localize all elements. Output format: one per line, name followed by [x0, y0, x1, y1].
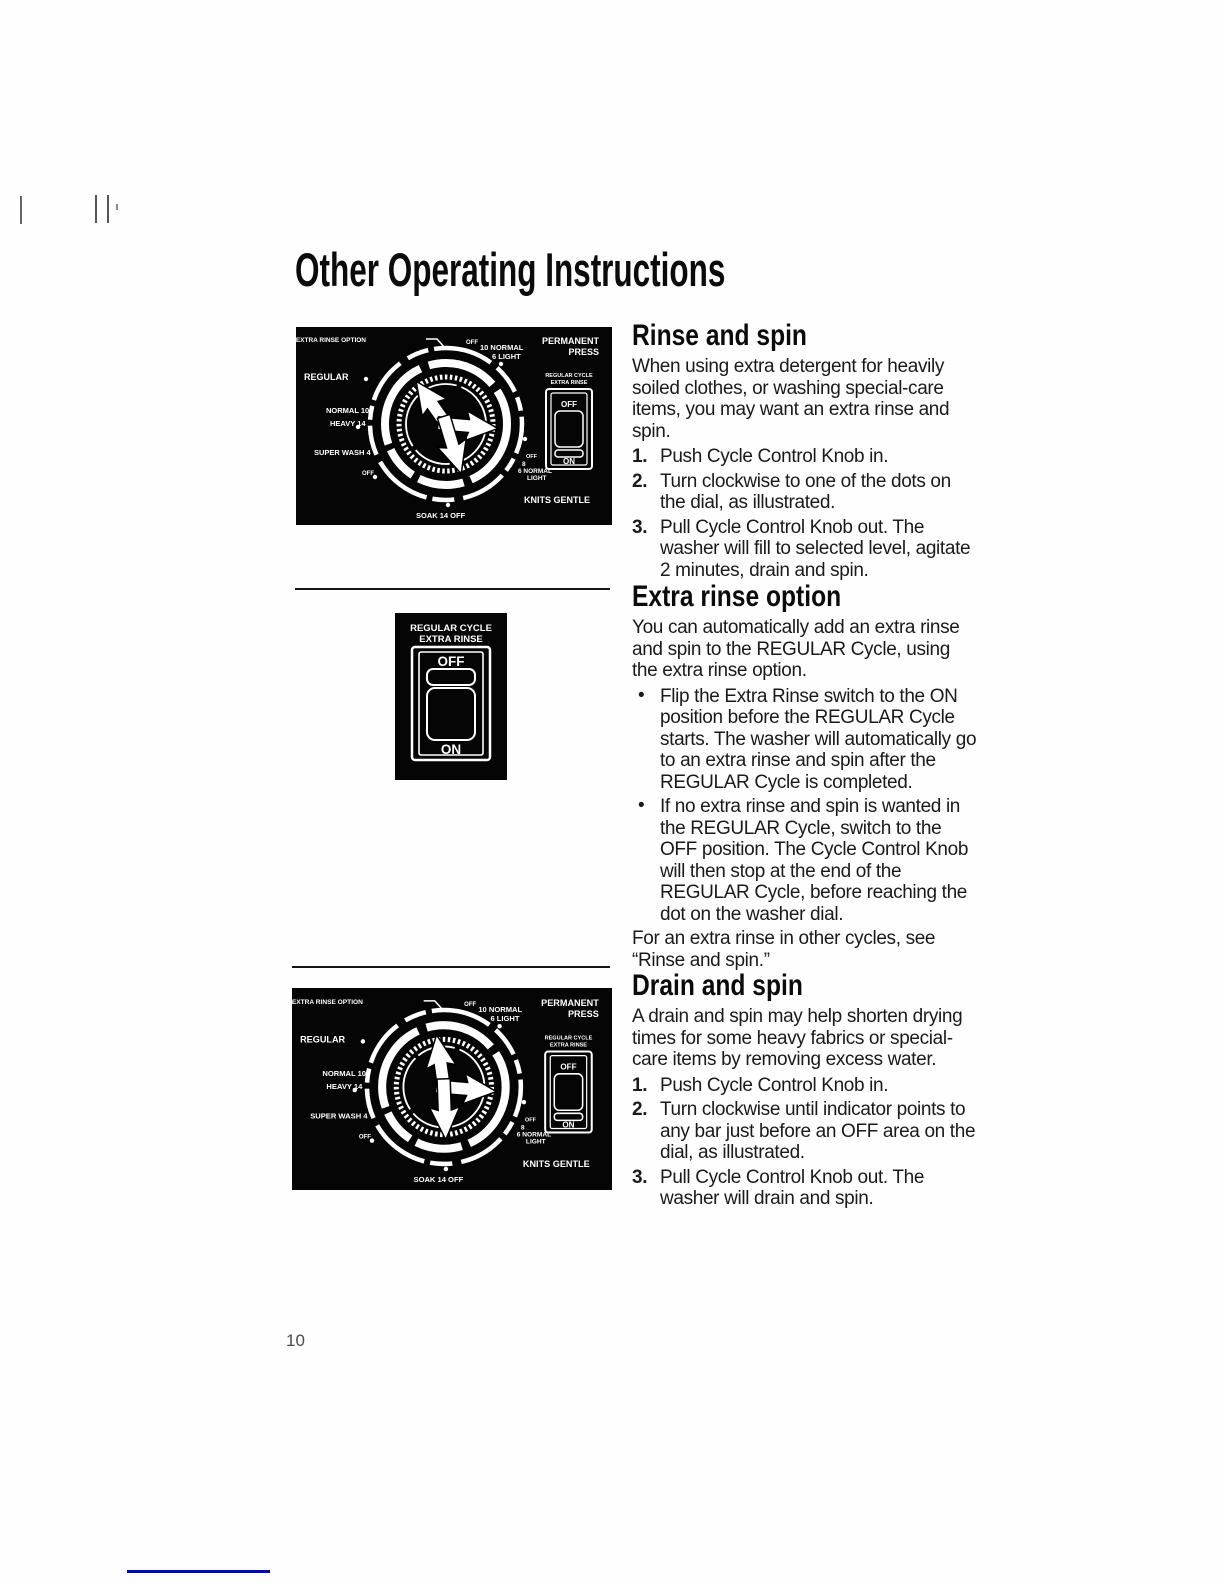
- dial-label-super-wash-4: SUPER WASH 4: [314, 448, 371, 457]
- extra-rinse-switch-illustration: [395, 613, 507, 780]
- section-intro: A drain and spin may help shorten drying times for some heavy fabrics or special-care items by removing excess water.: [632, 1006, 963, 1071]
- dial-label-extra-rinse-option: EXTRA RINSE OPTION: [296, 337, 366, 344]
- step-number: 3.: [632, 1166, 648, 1188]
- dial-label-10-normal: 10 NORMAL: [478, 1005, 523, 1015]
- numbered-steps: [632, 446, 977, 581]
- dial-label-soak-14-off: SOAK 14 OFF: [416, 511, 466, 520]
- dial-label-heavy-14: HEAVY 14: [330, 419, 366, 428]
- dial-switch-label-2: EXTRA RINSE: [550, 380, 588, 386]
- dial-label-off-left: OFF: [362, 471, 374, 477]
- switch-on-label: ON: [440, 742, 462, 757]
- dial-label-soak-14-off: SOAK 14 OFF: [413, 1175, 464, 1185]
- dial-label-knits-gentle: KNITS GENTLE: [522, 1158, 590, 1169]
- step-text: Push Cycle Control Knob in.: [660, 1074, 889, 1096]
- bottom-blue-line: [127, 1570, 270, 1573]
- dial-label-permanent: PERMANENT: [541, 997, 599, 1008]
- dial-label-press: PRESS: [567, 1009, 599, 1020]
- switch-label-line1: REGULAR CYCLE: [410, 623, 492, 634]
- switch-off-label: OFF: [437, 654, 465, 669]
- figure-cycle-dial-rinse-spin: [296, 327, 612, 525]
- list-item: [632, 471, 977, 514]
- dial-label-light: LIGHT: [527, 475, 547, 482]
- step-number: 1.: [632, 1074, 648, 1096]
- bullet-list: [632, 686, 977, 926]
- step-number: 3.: [632, 516, 648, 538]
- page-number: 10: [286, 1331, 305, 1350]
- page-title: Other Operating Instructions: [295, 243, 726, 296]
- dial-label-off-right: OFF: [524, 1117, 537, 1124]
- dial-label-off-right: OFF: [526, 454, 537, 460]
- bullet-glyph: •: [638, 795, 645, 817]
- section-rinse-and-spin: [632, 320, 977, 584]
- figure-extra-rinse-switch: [395, 613, 507, 780]
- scan-artifact: [20, 196, 22, 224]
- section-heading: Rinse and spin: [632, 319, 807, 352]
- bullet-text: If no extra rinse and spin is wanted in the REGULAR Cycle, switch to the OFF position. The Cycle Control Knob will then stop at the end of the REGULAR Cycle, before reaching the dot on the washer dial.: [660, 796, 969, 925]
- step-text: Pull Cycle Control Knob out. The washer will drain and spin.: [660, 1166, 925, 1210]
- dial-label-6-light: 6 LIGHT: [490, 1014, 520, 1024]
- section-outro: For an extra rinse in other cycles, see “Rinse and spin.”: [632, 928, 936, 971]
- dial-switch-off-label: OFF: [560, 1062, 577, 1072]
- list-item: [632, 446, 977, 468]
- dial-label-super-wash-4: SUPER WASH 4: [310, 1111, 368, 1121]
- dial-switch-off-label: OFF: [561, 400, 577, 409]
- dial-switch-on-label: ON: [562, 1120, 575, 1130]
- numbered-steps: [632, 1075, 977, 1210]
- section-intro: When using extra detergent for heavily soiled clothes, or washing special-care items, you may want an extra rinse and spin.: [632, 356, 950, 442]
- dial-switch-label-2: EXTRA RINSE: [549, 1042, 588, 1049]
- dial-label-extra-rinse-option: EXTRA RINSE OPTION: [292, 998, 363, 1006]
- cycle-dial-illustration: [296, 327, 612, 525]
- dial-label-permanent: PERMANENT: [541, 336, 599, 346]
- list-item: [632, 1167, 977, 1210]
- section-intro: You can automatically add an extra rinse and spin to the REGULAR Cycle, using the extra rinse option.: [632, 617, 960, 682]
- step-number: 1.: [632, 446, 648, 468]
- section-extra-rinse-option: [632, 581, 977, 975]
- list-item: [632, 1099, 977, 1164]
- step-text: Push Cycle Control Knob in.: [660, 446, 889, 468]
- list-item: [632, 796, 977, 925]
- step-text: Turn clockwise to one of the dots on the dial, as illustrated.: [660, 470, 951, 514]
- dial-label-light: LIGHT: [525, 1138, 546, 1146]
- dial-label-heavy-14: HEAVY 14: [326, 1082, 363, 1091]
- list-item: [632, 1075, 977, 1097]
- step-number: 2.: [632, 470, 648, 492]
- dial-switch-label-1: REGULAR CYCLE: [545, 373, 593, 379]
- dial-label-press: PRESS: [568, 347, 599, 357]
- dial-label-off-top: OFF: [464, 1001, 477, 1008]
- dial-label-off-left: OFF: [358, 1134, 371, 1141]
- dial-label-6-normal: 6 NORMAL: [518, 468, 552, 475]
- scan-artifact: [116, 204, 118, 210]
- bullet-text: Flip the Extra Rinse switch to the ON position before the REGULAR Cycle starts. The washer will automatically go to an extra rinse and spin after the REGULAR Cycle is completed.: [660, 685, 977, 793]
- dial-label-normal-10: NORMAL 10: [326, 406, 370, 415]
- dial-switch-label-1: REGULAR CYCLE: [544, 1035, 593, 1042]
- dial-label-8: 8: [520, 1124, 525, 1132]
- dial-switch-on-label: ON: [563, 457, 575, 466]
- separator-line: [292, 966, 610, 968]
- scan-artifact: [95, 195, 97, 223]
- section-drain-and-spin: [632, 970, 977, 1213]
- scan-artifact: [107, 195, 109, 223]
- list-item: [632, 686, 977, 794]
- step-text: Pull Cycle Control Knob out. The washer will fill to selected level, agitate 2 minutes, drain and spin.: [660, 516, 971, 581]
- dial-label-8: 8: [522, 461, 526, 468]
- list-item: [632, 517, 977, 582]
- dial-label-regular: REGULAR: [300, 1034, 346, 1045]
- step-number: 2.: [632, 1099, 648, 1121]
- dial-label-6-light: 6 LIGHT: [492, 352, 521, 361]
- dial-label-6-normal: 6 NORMAL: [516, 1131, 552, 1139]
- switch-label-line2: EXTRA RINSE: [419, 634, 483, 645]
- dial-label-normal-10: NORMAL 10: [322, 1068, 367, 1078]
- dial-label-off-top: OFF: [466, 340, 478, 346]
- separator-line: [295, 588, 610, 590]
- bullet-glyph: •: [638, 684, 645, 706]
- section-heading: Extra rinse option: [632, 580, 842, 613]
- cycle-dial-illustration: [292, 988, 612, 1190]
- dial-label-knits-gentle: KNITS GENTLE: [524, 495, 591, 505]
- step-text: Turn clockwise until indicator points to any bar just before an OFF area on the dial, as illustrated.: [660, 1099, 976, 1164]
- section-heading: Drain and spin: [632, 969, 803, 1002]
- dial-label-regular: REGULAR: [304, 372, 349, 382]
- figure-cycle-dial-drain-spin: [292, 988, 612, 1190]
- dial-label-10-normal: 10 NORMAL: [480, 343, 524, 352]
